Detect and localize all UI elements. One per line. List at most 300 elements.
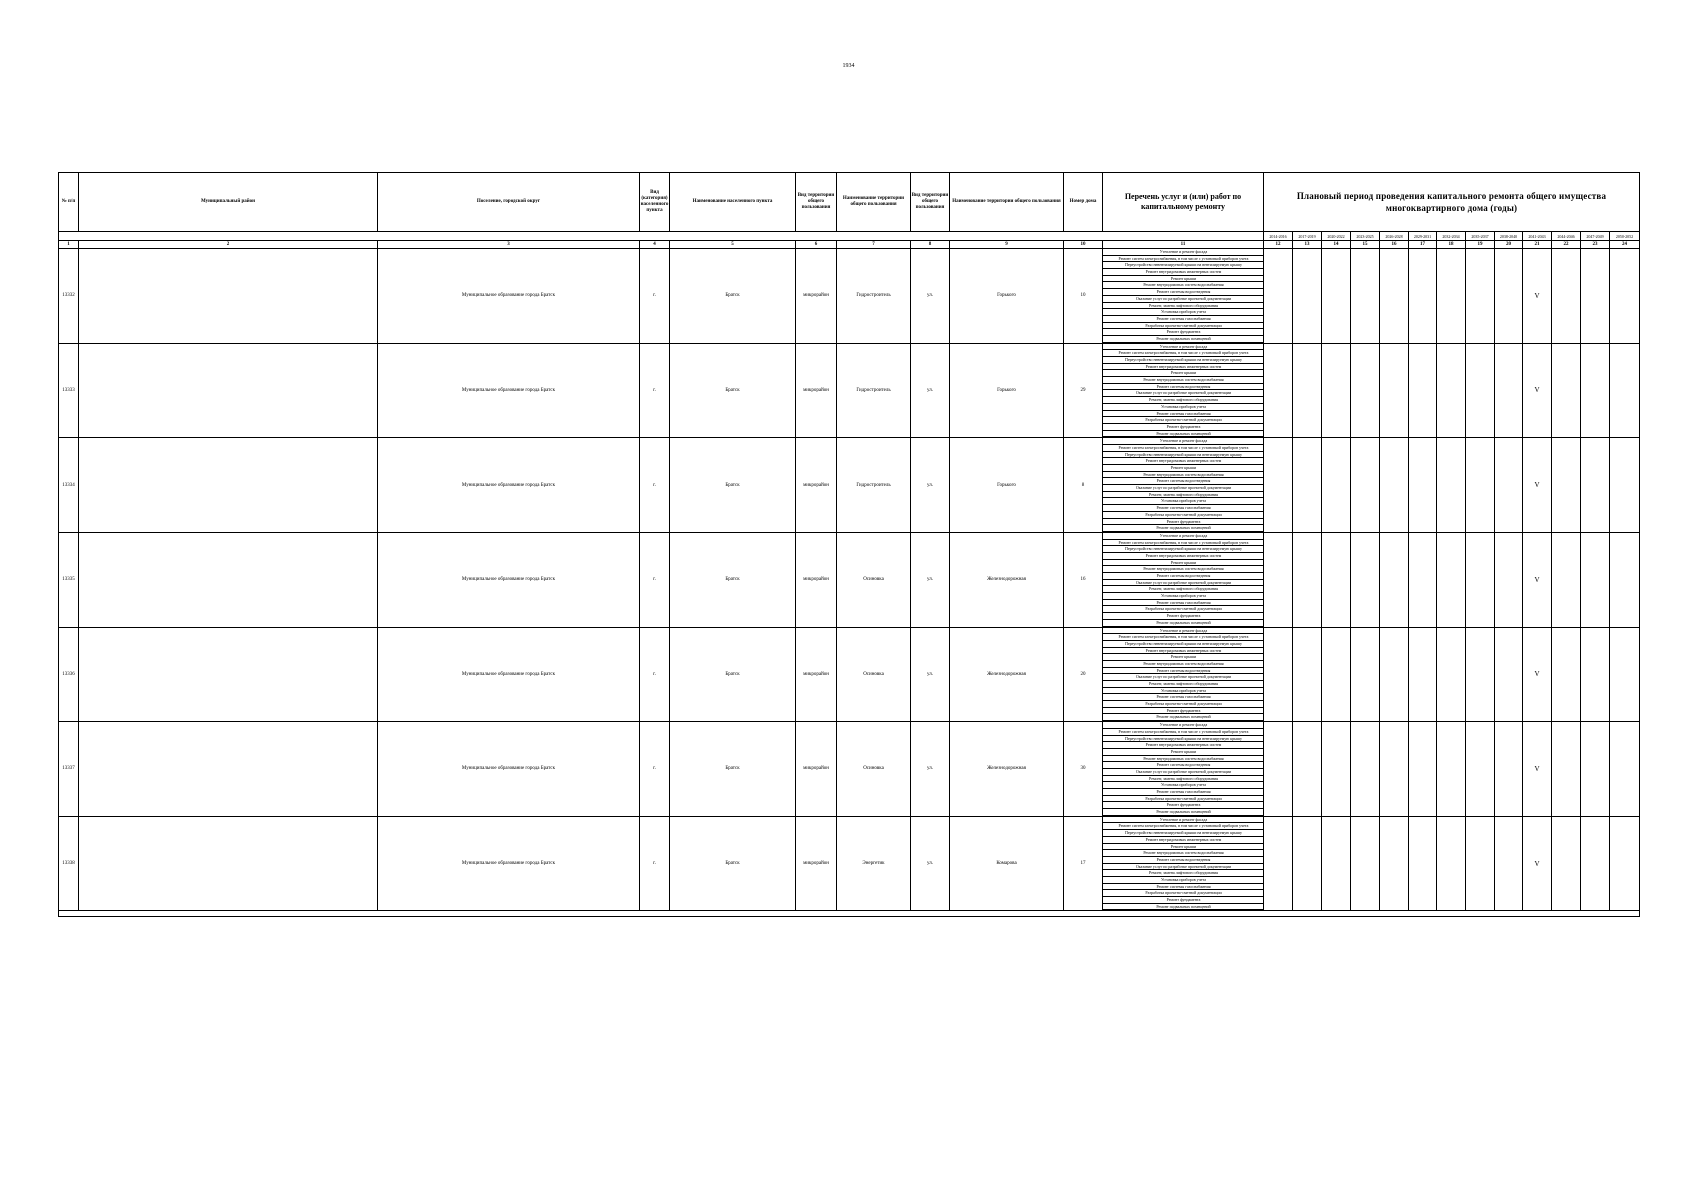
cell-house: 17 bbox=[1064, 816, 1103, 911]
cell-street-type: микрорайон bbox=[796, 627, 837, 722]
period-cell bbox=[1380, 438, 1409, 533]
column-number: 23 bbox=[1581, 241, 1610, 249]
cell-locality-type: г. bbox=[640, 249, 670, 344]
column-number: 18 bbox=[1437, 241, 1466, 249]
cell-locality-name: Братск bbox=[670, 249, 796, 344]
work-item: Ремонт систем электроснабжения, в том числе с установкой приборов учета bbox=[1103, 256, 1263, 263]
period-cell bbox=[1466, 438, 1495, 533]
cell-settlement: Муниципальное образование города Братск bbox=[378, 249, 640, 344]
cell-locality-type: г. bbox=[640, 532, 670, 627]
period-cell bbox=[1437, 816, 1466, 911]
column-number: 24 bbox=[1610, 241, 1640, 249]
work-item: Ремонт крыши bbox=[1103, 749, 1263, 756]
year-header: 2041-2043 bbox=[1523, 232, 1552, 241]
cell-settlement: Муниципальное образование города Братск bbox=[378, 438, 640, 533]
period-cell bbox=[1437, 249, 1466, 344]
cell-house: 30 bbox=[1064, 722, 1103, 817]
period-cell bbox=[1437, 722, 1466, 817]
period-cell bbox=[1495, 722, 1523, 817]
cell-settlement: Муниципальное образование города Братск bbox=[378, 627, 640, 722]
period-cell bbox=[1409, 343, 1437, 438]
work-item: Ремонт системы газоснабжения bbox=[1103, 789, 1263, 796]
cell-building-type: ул. bbox=[911, 249, 950, 344]
cell-street-name: Осиновка bbox=[837, 532, 911, 627]
work-item: Ремонт системы водоотведения bbox=[1103, 668, 1263, 675]
work-item: Ремонт крыши bbox=[1103, 370, 1263, 377]
period-cell bbox=[1437, 627, 1466, 722]
table-row bbox=[59, 343, 1640, 438]
work-item: Установка приборов учета bbox=[1103, 309, 1263, 316]
period-cell bbox=[1322, 722, 1351, 817]
period-cell bbox=[1466, 532, 1495, 627]
work-item: Ремонт фундамента bbox=[1103, 519, 1263, 526]
works-list bbox=[1103, 343, 1264, 438]
work-item: Утепление и ремонт фасада bbox=[1103, 533, 1263, 540]
column-number: 5 bbox=[670, 241, 796, 249]
period-cell bbox=[1581, 438, 1610, 533]
continuation-cell bbox=[1351, 911, 1380, 917]
year-header: 2017-2019 bbox=[1293, 232, 1322, 241]
page-number: 1934 bbox=[842, 63, 855, 69]
period-cell bbox=[1552, 532, 1581, 627]
work-item: Переустройство невентилируемой крыши на вентилируемую крышу bbox=[1103, 357, 1263, 364]
period-cell bbox=[1495, 816, 1523, 911]
cell-num: 13335 bbox=[59, 532, 79, 627]
work-item: Ремонт системы газоснабжения bbox=[1103, 694, 1263, 701]
period-cell bbox=[1581, 627, 1610, 722]
work-item: Ремонт внутридомовых систем водоснабжения bbox=[1103, 661, 1263, 668]
period-cell bbox=[1581, 532, 1610, 627]
continuation-cell bbox=[1293, 911, 1322, 917]
period-cell bbox=[1351, 816, 1380, 911]
period-cell bbox=[1466, 722, 1495, 817]
cell-district bbox=[79, 532, 378, 627]
period-cell bbox=[1552, 438, 1581, 533]
cell-num: 13333 bbox=[59, 343, 79, 438]
work-item: Утепление и ремонт фасада bbox=[1103, 344, 1263, 351]
cell-building-type: ул. bbox=[911, 438, 950, 533]
year-header: 2035-2037 bbox=[1466, 232, 1495, 241]
year-header: 2029-2031 bbox=[1409, 232, 1437, 241]
work-item: Переустройство невентилируемой крыши на вентилируемую крышу bbox=[1103, 452, 1263, 459]
period-cell bbox=[1264, 343, 1293, 438]
work-item: Ремонт подвальных помещений bbox=[1103, 904, 1263, 911]
cell-settlement: Муниципальное образование города Братск bbox=[378, 816, 640, 911]
header-locality-name: Наименование населенного пункта bbox=[670, 173, 796, 232]
period-cell bbox=[1581, 343, 1610, 438]
works-list bbox=[1103, 722, 1264, 817]
period-cell bbox=[1380, 722, 1409, 817]
table-row bbox=[59, 249, 1640, 344]
period-cell bbox=[1495, 627, 1523, 722]
period-cell bbox=[1351, 343, 1380, 438]
work-item: Ремонт систем электроснабжения, в том числе с установкой приборов учета bbox=[1103, 350, 1263, 357]
table-row bbox=[59, 722, 1640, 817]
work-item: Ремонт систем электроснабжения, в том числе с установкой приборов учета bbox=[1103, 445, 1263, 452]
cell-building-name: Железнодорожная bbox=[950, 532, 1064, 627]
column-number: 22 bbox=[1552, 241, 1581, 249]
cell-building-type: ул. bbox=[911, 532, 950, 627]
period-cell bbox=[1610, 816, 1640, 911]
cell-locality-type: г. bbox=[640, 816, 670, 911]
work-item: Ремонт, замена лифтового оборудования bbox=[1103, 870, 1263, 877]
work-item: Установка приборов учета bbox=[1103, 688, 1263, 695]
period-cell bbox=[1409, 438, 1437, 533]
work-item: Ремонт внутридомовых систем водоснабжения bbox=[1103, 377, 1263, 384]
continuation-cell bbox=[640, 911, 670, 917]
work-item: Установка приборов учета bbox=[1103, 593, 1263, 600]
cell-building-name: Комарова bbox=[950, 816, 1064, 911]
continuation-cell bbox=[796, 911, 837, 917]
year-header: 2026-2028 bbox=[1380, 232, 1409, 241]
work-item: Ремонт внутридомовых инженерных систем bbox=[1103, 458, 1263, 465]
cell-house: 20 bbox=[1064, 627, 1103, 722]
header-building-name: Наименование территории общего пользования bbox=[950, 173, 1064, 232]
table-row bbox=[59, 438, 1640, 533]
work-item: Ремонт фундамента bbox=[1103, 897, 1263, 904]
cell-street-type: микрорайон bbox=[796, 438, 837, 533]
cell-building-name: Железнодорожная bbox=[950, 627, 1064, 722]
period-cell bbox=[1552, 249, 1581, 344]
cell-street-name: Осиновка bbox=[837, 627, 911, 722]
work-item: Ремонт внутридомовых инженерных систем bbox=[1103, 837, 1263, 844]
work-item: Ремонт системы водоотведения bbox=[1103, 478, 1263, 485]
work-item: Ремонт системы газоснабжения bbox=[1103, 600, 1263, 607]
work-item: Утепление и ремонт фасада bbox=[1103, 628, 1263, 635]
period-cell bbox=[1322, 627, 1351, 722]
period-mark: V bbox=[1523, 816, 1552, 911]
work-item: Ремонт системы водоотведения bbox=[1103, 384, 1263, 391]
period-cell bbox=[1610, 627, 1640, 722]
header-settlement: Поселение, городской округ bbox=[378, 173, 640, 232]
work-item: Ремонт крыши bbox=[1103, 844, 1263, 851]
year-header: 2023-2025 bbox=[1351, 232, 1380, 241]
cell-street-name: Гидростроитель bbox=[837, 249, 911, 344]
work-item: Ремонт систем электроснабжения, в том числе с установкой приборов учета bbox=[1103, 634, 1263, 641]
work-item: Ремонт, замена лифтового оборудования bbox=[1103, 681, 1263, 688]
cell-district bbox=[79, 722, 378, 817]
period-cell bbox=[1495, 249, 1523, 344]
column-number: 16 bbox=[1380, 241, 1409, 249]
period-cell bbox=[1264, 627, 1293, 722]
work-item: Разработка проектно-сметной документации bbox=[1103, 701, 1263, 708]
header-row bbox=[59, 173, 1640, 232]
works-list bbox=[1103, 249, 1264, 344]
period-cell bbox=[1437, 438, 1466, 533]
work-item: Ремонт фундамента bbox=[1103, 424, 1263, 431]
period-cell bbox=[1293, 343, 1322, 438]
header-district: Муниципальный район bbox=[79, 173, 378, 232]
works-list bbox=[1103, 532, 1264, 627]
continuation-cell bbox=[1495, 911, 1523, 917]
period-cell bbox=[1610, 722, 1640, 817]
work-item: Ремонт подвальных помещений bbox=[1103, 809, 1263, 816]
cell-district bbox=[79, 343, 378, 438]
period-cell bbox=[1351, 249, 1380, 344]
work-item: Ремонт внутридомовых систем водоснабжения bbox=[1103, 566, 1263, 573]
work-item: Ремонт системы газоснабжения bbox=[1103, 884, 1263, 891]
period-cell bbox=[1409, 627, 1437, 722]
cell-locality-type: г. bbox=[640, 627, 670, 722]
work-item: Ремонт системы газоснабжения bbox=[1103, 505, 1263, 512]
period-cell bbox=[1466, 627, 1495, 722]
work-item: Ремонт внутридомовых инженерных систем bbox=[1103, 364, 1263, 371]
continuation-cell bbox=[1409, 911, 1437, 917]
header-street-name: Наименование территории общего пользования bbox=[837, 173, 911, 232]
continuation-cell bbox=[59, 911, 79, 917]
period-cell bbox=[1264, 722, 1293, 817]
cell-building-name: Горького bbox=[950, 438, 1064, 533]
column-number: 4 bbox=[640, 241, 670, 249]
work-item: Ремонт систем электроснабжения, в том числе с установкой приборов учета bbox=[1103, 729, 1263, 736]
period-cell bbox=[1380, 249, 1409, 344]
work-item: Ремонт внутридомовых инженерных систем bbox=[1103, 553, 1263, 560]
continuation-cell bbox=[1264, 911, 1293, 917]
column-number: 1 bbox=[59, 241, 79, 249]
period-mark: V bbox=[1523, 438, 1552, 533]
cell-building-name: Горького bbox=[950, 343, 1064, 438]
cell-house: 16 bbox=[1064, 532, 1103, 627]
cell-num: 13337 bbox=[59, 722, 79, 817]
work-item: Ремонт систем электроснабжения, в том числе с установкой приборов учета bbox=[1103, 823, 1263, 830]
cell-locality-type: г. bbox=[640, 438, 670, 533]
column-number: 19 bbox=[1466, 241, 1495, 249]
column-number: 8 bbox=[911, 241, 950, 249]
work-item: Ремонт, замена лифтового оборудования bbox=[1103, 776, 1263, 783]
work-item: Разработка проектно-сметной документации bbox=[1103, 417, 1263, 424]
period-cell bbox=[1466, 249, 1495, 344]
cell-locality-name: Братск bbox=[670, 722, 796, 817]
period-cell bbox=[1322, 816, 1351, 911]
continuation-cell bbox=[1380, 911, 1409, 917]
period-cell bbox=[1552, 627, 1581, 722]
work-item: Разработка проектно-сметной документации bbox=[1103, 512, 1263, 519]
column-number: 2 bbox=[79, 241, 378, 249]
cell-num: 13332 bbox=[59, 249, 79, 344]
year-header: 2038-2040 bbox=[1495, 232, 1523, 241]
period-cell bbox=[1581, 249, 1610, 344]
work-item: Ремонт внутридомовых инженерных систем bbox=[1103, 269, 1263, 276]
cell-building-type: ул. bbox=[911, 722, 950, 817]
work-item: Ремонт подвальных помещений bbox=[1103, 714, 1263, 721]
continuation-cell bbox=[1581, 911, 1610, 917]
column-number: 11 bbox=[1103, 241, 1264, 249]
period-cell bbox=[1380, 343, 1409, 438]
period-cell bbox=[1293, 722, 1322, 817]
period-cell bbox=[1409, 532, 1437, 627]
period-cell bbox=[1380, 627, 1409, 722]
period-cell bbox=[1322, 249, 1351, 344]
continuation-cell bbox=[1552, 911, 1581, 917]
header-period: Плановый период проведения капитального ремонта общего имущества многоквартирного дома (годы) bbox=[1264, 173, 1640, 232]
period-cell bbox=[1264, 249, 1293, 344]
period-cell bbox=[1409, 816, 1437, 911]
year-header: 2047-2049 bbox=[1581, 232, 1610, 241]
cell-num: 13338 bbox=[59, 816, 79, 911]
cell-street-type: микрорайон bbox=[796, 722, 837, 817]
period-cell bbox=[1552, 816, 1581, 911]
cell-district bbox=[79, 816, 378, 911]
work-item: Ремонт системы водоотведения bbox=[1103, 762, 1263, 769]
continuation-cell bbox=[837, 911, 911, 917]
period-cell bbox=[1351, 627, 1380, 722]
cell-settlement: Муниципальное образование города Братск bbox=[378, 532, 640, 627]
work-item: Ремонт системы газоснабжения bbox=[1103, 316, 1263, 323]
continuation-cell bbox=[1064, 911, 1103, 917]
period-cell bbox=[1610, 343, 1640, 438]
year-header: 2032-2034 bbox=[1437, 232, 1466, 241]
header-num: № п/п bbox=[59, 173, 79, 232]
years-row bbox=[59, 232, 1640, 241]
cell-street-name: Гидростроитель bbox=[837, 343, 911, 438]
year-header: 2020-2022 bbox=[1322, 232, 1351, 241]
work-item: Ремонт подвальных помещений bbox=[1103, 336, 1263, 343]
cell-locality-name: Братск bbox=[670, 532, 796, 627]
continuation-cell bbox=[1523, 911, 1552, 917]
cell-house: 8 bbox=[1064, 438, 1103, 533]
period-cell bbox=[1552, 722, 1581, 817]
continuation-cell bbox=[1322, 911, 1351, 917]
work-item: Ремонт системы водоотведения bbox=[1103, 857, 1263, 864]
column-number: 13 bbox=[1293, 241, 1322, 249]
cell-building-type: ул. bbox=[911, 343, 950, 438]
work-item: Оказание услуг по разработке проектной документации bbox=[1103, 864, 1263, 871]
work-item: Утепление и ремонт фасада bbox=[1103, 249, 1263, 256]
work-item: Ремонт, замена лифтового оборудования bbox=[1103, 586, 1263, 593]
cell-locality-name: Братск bbox=[670, 343, 796, 438]
years-spacer bbox=[59, 232, 1264, 241]
period-cell bbox=[1466, 816, 1495, 911]
work-item: Установка приборов учета bbox=[1103, 498, 1263, 505]
continuation-row bbox=[59, 911, 1640, 917]
work-item: Оказание услуг по разработке проектной документации bbox=[1103, 769, 1263, 776]
period-cell bbox=[1380, 816, 1409, 911]
period-cell bbox=[1581, 722, 1610, 817]
period-cell bbox=[1293, 627, 1322, 722]
cell-district bbox=[79, 249, 378, 344]
period-cell bbox=[1610, 438, 1640, 533]
work-item: Ремонт внутридомовых систем водоснабжения bbox=[1103, 282, 1263, 289]
cell-district bbox=[79, 438, 378, 533]
work-item: Переустройство невентилируемой крыши на вентилируемую крышу bbox=[1103, 641, 1263, 648]
period-mark: V bbox=[1523, 722, 1552, 817]
work-item: Ремонт фундамента bbox=[1103, 613, 1263, 620]
header-locality-type: Вид (категория) населенного пункта bbox=[640, 173, 670, 232]
work-item: Утепление и ремонт фасада bbox=[1103, 438, 1263, 445]
column-number: 6 bbox=[796, 241, 837, 249]
cell-street-name: Энергетик bbox=[837, 816, 911, 911]
cell-settlement: Муниципальное образование города Братск bbox=[378, 722, 640, 817]
cell-street-name: Гидростроитель bbox=[837, 438, 911, 533]
continuation-cell bbox=[911, 911, 950, 917]
cell-street-type: микрорайон bbox=[796, 816, 837, 911]
year-header: 2050-2052 bbox=[1610, 232, 1640, 241]
work-item: Оказание услуг по разработке проектной документации bbox=[1103, 485, 1263, 492]
period-mark: V bbox=[1523, 343, 1552, 438]
period-cell bbox=[1610, 249, 1640, 344]
work-item: Ремонт подвальных помещений bbox=[1103, 431, 1263, 438]
table-row bbox=[59, 627, 1640, 722]
works-list bbox=[1103, 816, 1264, 911]
column-number: 21 bbox=[1523, 241, 1552, 249]
period-cell bbox=[1351, 438, 1380, 533]
work-item: Ремонт подвальных помещений bbox=[1103, 620, 1263, 627]
work-item: Ремонт крыши bbox=[1103, 465, 1263, 472]
cell-locality-name: Братск bbox=[670, 816, 796, 911]
period-cell bbox=[1293, 532, 1322, 627]
work-item: Переустройство невентилируемой крыши на вентилируемую крышу bbox=[1103, 830, 1263, 837]
period-mark: V bbox=[1523, 627, 1552, 722]
work-item: Ремонт систем электроснабжения, в том числе с установкой приборов учета bbox=[1103, 540, 1263, 547]
period-cell bbox=[1322, 343, 1351, 438]
work-item: Ремонт крыши bbox=[1103, 276, 1263, 283]
period-cell bbox=[1495, 343, 1523, 438]
column-number: 12 bbox=[1264, 241, 1293, 249]
column-number: 14 bbox=[1322, 241, 1351, 249]
period-cell bbox=[1264, 816, 1293, 911]
work-item: Оказание услуг по разработке проектной документации bbox=[1103, 390, 1263, 397]
cell-num: 13334 bbox=[59, 438, 79, 533]
cell-locality-name: Братск bbox=[670, 627, 796, 722]
year-header: 2044-2046 bbox=[1552, 232, 1581, 241]
cell-house: 29 bbox=[1064, 343, 1103, 438]
column-number: 17 bbox=[1409, 241, 1437, 249]
column-number: 9 bbox=[950, 241, 1064, 249]
cell-building-name: Железнодорожная bbox=[950, 722, 1064, 817]
column-numbers-row bbox=[59, 241, 1640, 249]
cell-settlement: Муниципальное образование города Братск bbox=[378, 343, 640, 438]
cell-building-name: Горького bbox=[950, 249, 1064, 344]
period-cell bbox=[1552, 343, 1581, 438]
column-number: 15 bbox=[1351, 241, 1380, 249]
work-item: Ремонт фундамента bbox=[1103, 708, 1263, 715]
work-item: Ремонт внутридомовых систем водоснабжения bbox=[1103, 850, 1263, 857]
header-works: Перечень услуг и (или) работ по капитальному ремонту bbox=[1103, 173, 1264, 232]
continuation-cell bbox=[950, 911, 1064, 917]
header-street-type: Вид территории общего пользования bbox=[796, 173, 837, 232]
column-number: 20 bbox=[1495, 241, 1523, 249]
work-item: Разработка проектно-сметной документации bbox=[1103, 323, 1263, 330]
works-list bbox=[1103, 438, 1264, 533]
cell-street-type: микрорайон bbox=[796, 249, 837, 344]
repair-register-table bbox=[58, 172, 1640, 917]
period-mark: V bbox=[1523, 532, 1552, 627]
work-item: Ремонт подвальных помещений bbox=[1103, 525, 1263, 532]
header-house: Номер дома bbox=[1064, 173, 1103, 232]
period-cell bbox=[1293, 816, 1322, 911]
work-item: Ремонт системы газоснабжения bbox=[1103, 411, 1263, 418]
work-item: Ремонт внутридомовых инженерных систем bbox=[1103, 742, 1263, 749]
cell-street-name: Осиновка bbox=[837, 722, 911, 817]
cell-building-type: ул. bbox=[911, 627, 950, 722]
continuation-cell bbox=[1437, 911, 1466, 917]
work-item: Установка приборов учета bbox=[1103, 877, 1263, 884]
period-cell bbox=[1322, 532, 1351, 627]
period-cell bbox=[1264, 532, 1293, 627]
cell-locality-type: г. bbox=[640, 722, 670, 817]
work-item: Ремонт крыши bbox=[1103, 560, 1263, 567]
work-item: Оказание услуг по разработке проектной документации bbox=[1103, 674, 1263, 681]
work-item: Ремонт внутридомовых систем водоснабжения bbox=[1103, 756, 1263, 763]
cell-building-type: ул. bbox=[911, 816, 950, 911]
work-item: Оказание услуг по разработке проектной документации bbox=[1103, 580, 1263, 587]
work-item: Разработка проектно-сметной документации bbox=[1103, 606, 1263, 613]
work-item: Установка приборов учета bbox=[1103, 782, 1263, 789]
period-cell bbox=[1293, 438, 1322, 533]
period-cell bbox=[1495, 532, 1523, 627]
period-cell bbox=[1351, 722, 1380, 817]
work-item: Ремонт системы водоотведения bbox=[1103, 289, 1263, 296]
